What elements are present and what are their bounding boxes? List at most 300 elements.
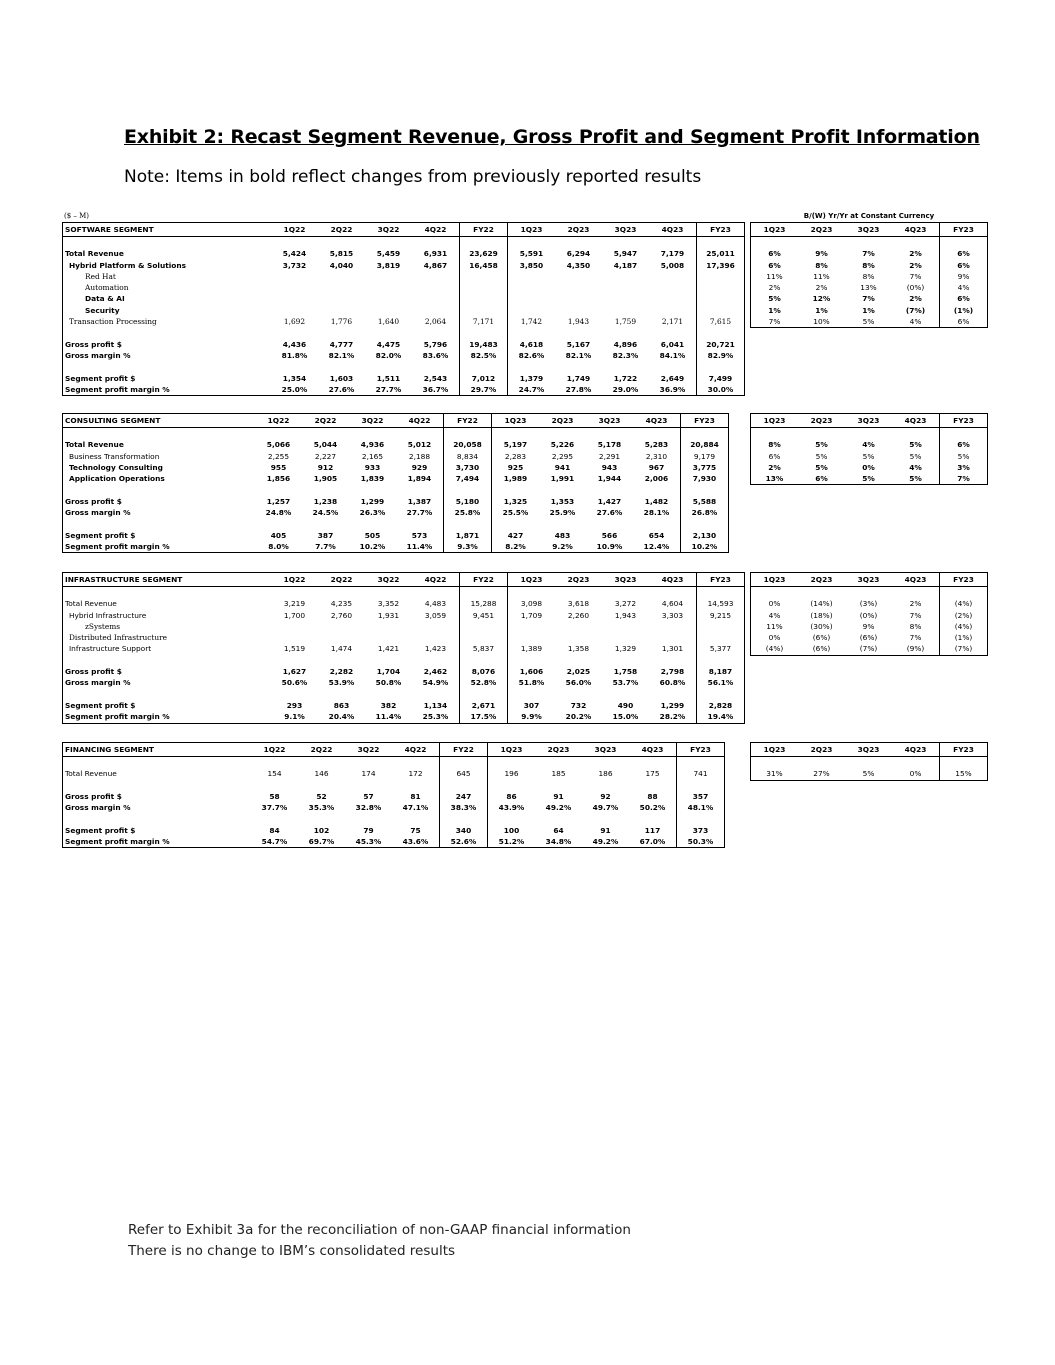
cell-value: 933 — [364, 462, 381, 472]
cell-value: 9.1% — [284, 712, 305, 722]
cell-value: 49.2% — [592, 837, 619, 847]
table-row — [751, 473, 988, 485]
cc-value: 7% — [909, 610, 922, 620]
cc-value: (6%) — [812, 633, 831, 643]
cell-value: 17.5% — [460, 711, 508, 723]
row-label: Segment profit $ — [65, 825, 136, 835]
cell-value: 7,494 — [444, 473, 492, 484]
col-header: 2Q22 — [318, 223, 365, 237]
cc-value: 6% — [940, 316, 988, 328]
cc-value: 11% — [766, 621, 783, 631]
cell-value — [271, 621, 318, 632]
cc-value: (18%) — [810, 610, 833, 620]
cc-value: 4% — [909, 462, 922, 472]
table-header-row — [751, 743, 988, 757]
exhibit-title: Exhibit 2: Recast Segment Revenue, Gross Profit and Segment Profit Information — [124, 126, 980, 148]
cell-value: 955 — [270, 462, 287, 472]
cell-value — [365, 282, 412, 293]
cc-value: 12% — [812, 294, 831, 304]
cell-value: 387 — [317, 530, 334, 540]
cell-value: 174 — [361, 769, 376, 779]
cc-value: 9% — [815, 249, 828, 259]
cell-value: 1,856 — [266, 474, 291, 484]
cell-value — [602, 621, 649, 632]
cell-value: 1,931 — [377, 610, 400, 620]
consulting-segment-table — [62, 413, 729, 553]
cell-value: 196 — [504, 769, 519, 779]
cell-value: 2,130 — [681, 530, 729, 541]
col-header: 3Q23 — [602, 223, 649, 237]
cell-value: 20.2% — [565, 712, 592, 722]
col-header: 3Q23 — [845, 414, 892, 428]
table-header-row — [751, 414, 988, 428]
cell-value: 5,008 — [660, 260, 685, 270]
cell-value — [508, 632, 556, 643]
cell-value: 27.6% — [328, 384, 355, 394]
cell-value: 10.2% — [359, 541, 386, 551]
cc-value: (4%) — [940, 598, 988, 609]
cell-value: 2,006 — [644, 474, 669, 484]
row-label: Gross profit $ — [65, 791, 122, 801]
cc-value: 2% — [909, 260, 922, 270]
col-header: 1Q23 — [488, 743, 536, 757]
col-header: 4Q23 — [892, 743, 940, 757]
cell-value: 83.6% — [422, 350, 449, 360]
row-label: Security — [85, 305, 120, 315]
cell-value: 1,427 — [597, 496, 622, 506]
cell-value: 10.2% — [681, 541, 729, 553]
cell-value: 8,187 — [697, 666, 745, 677]
cell-value — [649, 293, 697, 304]
cell-value: 8.2% — [505, 541, 526, 551]
cc-value: 5% — [815, 451, 828, 461]
cell-value: 2,283 — [504, 451, 527, 461]
cell-value: 357 — [677, 791, 725, 802]
cell-value: 427 — [507, 530, 524, 540]
cell-value: 1,299 — [660, 700, 685, 710]
col-header: FY23 — [697, 573, 745, 587]
table-row — [63, 700, 745, 711]
cell-value — [412, 621, 460, 632]
cell-value: 5,796 — [423, 339, 448, 349]
cell-value: 35.3% — [308, 803, 335, 813]
col-header: 2Q23 — [798, 223, 845, 237]
cell-value: 1,482 — [644, 496, 669, 506]
cell-value: 20.4% — [328, 712, 355, 722]
cell-value — [365, 305, 412, 316]
cell-value — [697, 632, 745, 643]
cell-value: 5,167 — [566, 339, 591, 349]
table-row — [63, 598, 745, 609]
cc-value: (7%) — [905, 305, 926, 315]
cell-value: 5,197 — [503, 440, 528, 450]
cell-value: 43.9% — [498, 803, 525, 813]
col-header: FY23 — [940, 573, 988, 587]
cc-value: 7% — [862, 249, 875, 259]
row-label: Segment profit $ — [65, 373, 136, 383]
cell-value: 1,387 — [407, 496, 432, 506]
cc-value: 5% — [862, 474, 875, 484]
cell-value: 14,593 — [697, 598, 745, 609]
row-label: Segment profit margin % — [65, 712, 170, 722]
cell-value — [697, 621, 745, 632]
cell-value: 3,352 — [377, 599, 400, 609]
cell-value: 293 — [286, 700, 303, 710]
table-row — [63, 632, 745, 643]
cell-value — [460, 621, 508, 632]
cell-value: 382 — [380, 700, 397, 710]
table-header-row — [63, 743, 725, 757]
cell-value — [555, 282, 602, 293]
units-label: ($ – M) — [64, 212, 90, 220]
cell-value: 34.8% — [545, 837, 572, 847]
cell-value: 4,896 — [613, 339, 638, 349]
col-header: FY22 — [440, 743, 488, 757]
cell-value: 2,260 — [567, 610, 590, 620]
table-header-row — [751, 223, 988, 237]
cell-value: 2,462 — [423, 667, 448, 677]
cell-value: 4,040 — [329, 260, 354, 270]
cc-value: (2%) — [940, 610, 988, 621]
cell-value: 9.9% — [521, 712, 542, 722]
infrastructure-cc-table — [750, 572, 988, 656]
cell-value: 100 — [503, 825, 520, 835]
cc-value: 2% — [909, 599, 922, 609]
cell-value: 2,064 — [424, 317, 447, 327]
col-header: 1Q23 — [492, 414, 540, 428]
table-row — [751, 305, 988, 316]
cell-value: 1,758 — [613, 667, 638, 677]
cell-value: 1,776 — [330, 317, 353, 327]
cell-value: 1,389 — [520, 644, 543, 654]
col-header: 1Q22 — [251, 743, 298, 757]
cell-value: 45.3% — [355, 837, 382, 847]
cell-value: 58 — [269, 791, 280, 801]
table-row — [63, 530, 729, 541]
cell-value: 186 — [598, 769, 613, 779]
cell-value: 405 — [270, 530, 287, 540]
cc-value: 5% — [862, 317, 875, 327]
cc-value: 8% — [768, 440, 781, 450]
cc-value: 2% — [909, 249, 922, 259]
col-header: 2Q23 — [555, 573, 602, 587]
cell-value — [412, 305, 460, 316]
col-header: 2Q23 — [798, 743, 845, 757]
cell-value: 4,604 — [661, 599, 684, 609]
cc-value: 7% — [940, 473, 988, 485]
col-header: 4Q22 — [412, 573, 460, 587]
cell-value: 5,591 — [519, 249, 544, 259]
cell-value: 5,588 — [681, 496, 729, 507]
cc-value: 6% — [768, 451, 781, 461]
cell-value: 1,871 — [444, 530, 492, 541]
cc-value: 2% — [768, 283, 781, 293]
cell-value: 1,894 — [407, 474, 432, 484]
cell-value — [649, 632, 697, 643]
cell-value — [271, 282, 318, 293]
financing-cc-table — [750, 742, 988, 781]
cell-value: 52.8% — [460, 677, 508, 688]
col-header: FY22 — [444, 414, 492, 428]
cell-value: 1,299 — [360, 496, 385, 506]
row-label: Infrastructure Support — [69, 644, 152, 654]
table-row — [751, 293, 988, 304]
cell-value: 50.2% — [639, 803, 666, 813]
cell-value: 3,219 — [283, 599, 306, 609]
cc-value: 6% — [768, 260, 781, 270]
table-row — [63, 791, 725, 802]
table-row — [63, 305, 745, 316]
cell-value: 82.5% — [460, 350, 508, 361]
cell-value: 925 — [507, 462, 524, 472]
table-row — [751, 271, 988, 282]
cell-value: 340 — [440, 825, 488, 836]
col-header: 1Q23 — [508, 223, 556, 237]
cell-value: 2,282 — [329, 667, 354, 677]
cell-value: 25.5% — [502, 508, 529, 518]
cell-value: 1,511 — [376, 373, 401, 383]
footer-notes — [128, 1220, 631, 1261]
row-label: Business Transformation — [69, 451, 160, 461]
cell-value: 741 — [677, 768, 725, 779]
cell-value: 3,098 — [520, 599, 543, 609]
cc-value: 8% — [909, 621, 922, 631]
cell-value: 2,025 — [566, 667, 591, 677]
cell-value: 36.9% — [659, 384, 686, 394]
row-label: Segment profit margin % — [65, 837, 170, 847]
cell-value — [649, 282, 697, 293]
software-segment-table — [62, 222, 745, 396]
cell-value: 64 — [553, 825, 564, 835]
cell-value: 9,215 — [697, 610, 745, 621]
table-row — [63, 677, 745, 688]
cell-value: 2,543 — [423, 373, 448, 383]
cc-value: 0% — [768, 633, 781, 643]
cell-value: 25.0% — [281, 384, 308, 394]
cell-value: 5,178 — [597, 440, 622, 450]
cell-value: 1,421 — [377, 644, 400, 654]
cell-value — [697, 293, 745, 304]
cc-value: 9% — [940, 271, 988, 282]
cell-value: 29.7% — [460, 384, 508, 396]
table-row — [751, 632, 988, 643]
cell-value: 3,059 — [424, 610, 447, 620]
cell-value: 82.3% — [612, 350, 639, 360]
table-row — [63, 711, 745, 723]
col-header: FY22 — [460, 573, 508, 587]
table-row — [751, 248, 988, 259]
cell-value — [460, 271, 508, 282]
cc-value: 1% — [768, 305, 781, 315]
cc-value: 8% — [862, 260, 875, 270]
cell-value — [697, 271, 745, 282]
col-header: 4Q22 — [412, 223, 460, 237]
row-label: Automation — [85, 283, 129, 293]
col-header: 1Q22 — [255, 414, 302, 428]
col-header: 4Q23 — [629, 743, 677, 757]
cell-value: 373 — [677, 825, 725, 836]
cell-value: 56.0% — [565, 678, 592, 688]
cell-value: 1,257 — [266, 496, 291, 506]
cell-value: 7.7% — [315, 541, 336, 551]
cell-value: 15.0% — [612, 712, 639, 722]
row-label: Transaction Processing — [69, 317, 157, 327]
cell-value: 8,834 — [444, 451, 492, 462]
cc-value: 5% — [815, 440, 828, 450]
cell-value — [271, 271, 318, 282]
cc-value: 5% — [940, 451, 988, 462]
cell-value: 4,777 — [329, 339, 354, 349]
col-header: 3Q23 — [845, 223, 892, 237]
row-label: Technology Consulting — [69, 462, 163, 472]
cell-value: 43.6% — [402, 837, 429, 847]
row-label: Hybrid Infrastructure — [69, 610, 147, 620]
table-row — [63, 610, 745, 621]
table-row — [63, 282, 745, 293]
cell-value: 2,295 — [551, 451, 574, 461]
row-label: Hybrid Platform & Solutions — [69, 260, 187, 270]
cell-value — [508, 271, 556, 282]
cell-value: 566 — [601, 530, 618, 540]
cell-value: 2,828 — [697, 700, 745, 711]
table-row — [63, 836, 725, 848]
constant-currency-title: B/(W) Yr/Yr at Constant Currency — [803, 212, 935, 220]
cell-value — [508, 621, 556, 632]
cell-value: 1,839 — [360, 474, 385, 484]
table-header-row — [63, 223, 745, 237]
cell-value: 1,358 — [567, 644, 590, 654]
cell-value: 146 — [314, 769, 329, 779]
cell-value: 1,238 — [313, 496, 338, 506]
cell-value — [555, 632, 602, 643]
cell-value: 26.3% — [359, 508, 386, 518]
cell-value — [602, 282, 649, 293]
cell-value — [318, 632, 365, 643]
cell-value: 36.7% — [422, 384, 449, 394]
cell-value — [555, 293, 602, 304]
col-header: 4Q23 — [649, 573, 697, 587]
cell-value: 30.0% — [697, 384, 745, 396]
cell-value: 6,931 — [423, 249, 448, 259]
cell-value: 1,742 — [520, 317, 543, 327]
cell-value: 1,354 — [282, 373, 307, 383]
table-row — [751, 598, 988, 609]
col-header: 2Q23 — [535, 743, 582, 757]
row-label: Total Revenue — [65, 249, 124, 259]
col-header: FY23 — [940, 743, 988, 757]
cell-value — [412, 282, 460, 293]
cell-value: 7,930 — [681, 473, 729, 484]
cell-value: 943 — [601, 462, 618, 472]
cell-value — [649, 305, 697, 316]
cc-value: 0% — [909, 769, 922, 779]
row-label: Gross margin % — [65, 350, 131, 360]
cell-value: 505 — [364, 530, 381, 540]
cc-value: 5% — [909, 440, 922, 450]
cell-value: 7,499 — [697, 373, 745, 384]
cell-value: 1,325 — [503, 496, 528, 506]
cc-value: 2% — [815, 283, 828, 293]
cc-value: (9%) — [906, 644, 925, 654]
col-header: 1Q23 — [508, 573, 556, 587]
cell-value: 4,618 — [519, 339, 544, 349]
cell-value: 1,700 — [283, 610, 306, 620]
cell-value: 27.6% — [596, 508, 623, 518]
cell-value: 4,187 — [613, 260, 638, 270]
cell-value: 732 — [570, 700, 587, 710]
table-row — [63, 666, 745, 677]
cc-value: 7% — [909, 633, 922, 643]
cc-value: 6% — [768, 249, 781, 259]
cell-value: 1,759 — [614, 317, 637, 327]
row-label: Gross margin % — [65, 678, 131, 688]
cell-value: 1,709 — [520, 610, 543, 620]
cell-value: 5,815 — [329, 249, 354, 259]
cell-value: 1,692 — [283, 317, 306, 327]
cell-value: 25,011 — [697, 248, 745, 259]
cell-value: 5,837 — [460, 643, 508, 654]
cell-value: 2,671 — [460, 700, 508, 711]
cell-value: 29.0% — [612, 384, 639, 394]
cc-value: (4%) — [765, 644, 784, 654]
cell-value — [412, 293, 460, 304]
cc-value: 4% — [768, 610, 781, 620]
cc-value: 31% — [766, 769, 783, 779]
cell-value — [271, 305, 318, 316]
cell-value: 863 — [333, 700, 350, 710]
cell-value: 7,012 — [460, 373, 508, 384]
cell-value: 1,519 — [283, 644, 306, 654]
cc-value: 5% — [768, 294, 781, 304]
table-row — [63, 451, 729, 462]
cell-value: 1,423 — [424, 644, 447, 654]
cell-value: 5,044 — [313, 440, 338, 450]
cc-value: (7%) — [859, 644, 878, 654]
cell-value: 27.7% — [375, 384, 402, 394]
cell-value: 1,474 — [330, 644, 353, 654]
cell-value: 5,424 — [282, 249, 307, 259]
col-header: 3Q22 — [365, 223, 412, 237]
cc-value: (3%) — [859, 599, 878, 609]
cell-value: 4,475 — [376, 339, 401, 349]
cell-value: 185 — [551, 769, 566, 779]
cell-value: 7,179 — [660, 249, 685, 259]
cell-value: 51.2% — [498, 837, 525, 847]
cell-value: 2,798 — [660, 667, 685, 677]
row-label: Total Revenue — [65, 769, 117, 779]
cell-value: 5,377 — [697, 643, 745, 654]
cell-value: 9,179 — [681, 451, 729, 462]
row-label: Gross margin % — [65, 803, 131, 813]
cell-value — [649, 271, 697, 282]
cell-value: 28.2% — [659, 712, 686, 722]
table-row — [63, 248, 745, 259]
col-header: 3Q22 — [345, 743, 392, 757]
table-row — [63, 260, 745, 271]
cell-value: 25.9% — [549, 508, 576, 518]
cell-value: 79 — [363, 825, 374, 835]
cell-value — [697, 282, 745, 293]
cell-value: 3,850 — [519, 260, 544, 270]
cc-value: (14%) — [810, 599, 833, 609]
row-label: Gross profit $ — [65, 496, 122, 506]
cell-value — [460, 282, 508, 293]
cell-value: 1,379 — [519, 373, 544, 383]
cell-value: 91 — [600, 825, 611, 835]
col-header: 1Q23 — [751, 223, 799, 237]
cell-value: 9,451 — [460, 610, 508, 621]
cell-value: 52.6% — [440, 836, 488, 848]
